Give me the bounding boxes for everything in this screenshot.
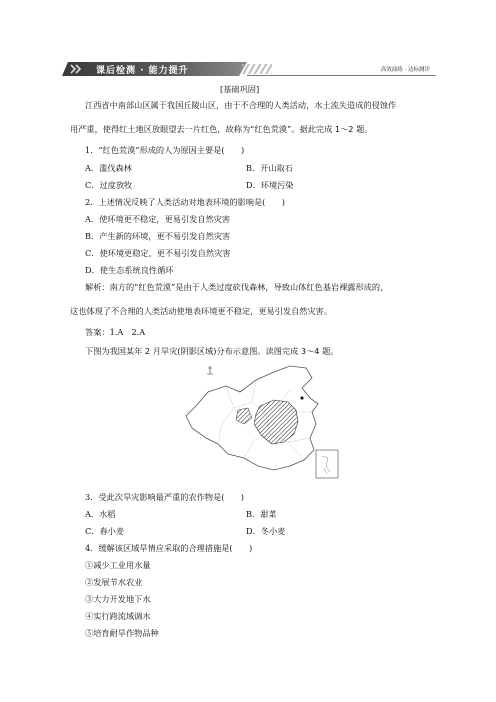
q2-option-b: B．产生新的环境，更不易引发自然灾害: [85, 231, 231, 241]
q1-option-b: B．开山取石: [246, 163, 293, 173]
q4-item-2: ②发展节水农业: [85, 577, 143, 587]
q4-item-4: ④实行跨流域调水: [85, 611, 151, 621]
intro-line-1: 江西省中南部山区属于我国丘陵山区，由于不合理的人类活动，水土流失造成的侵蚀作: [85, 100, 397, 110]
banner-underline: [247, 75, 436, 76]
q1-option-d: D．环境污染: [246, 180, 294, 190]
q2-option-a: A．使环境更不稳定，更易引发自然灾害: [85, 214, 231, 224]
q4-item-3: ③大力开发地下水: [85, 594, 151, 604]
q3-option-a: A．水稻: [85, 509, 116, 519]
q1-stem: 1．“红色荒漠”形成的人为原因主要是( ): [85, 145, 245, 155]
analysis-line-1: 解析：南方的“红色荒漠”是由于人类过度砍伐森林，导致山体红色基岩裸露形成的，: [85, 282, 389, 292]
q3-option-b: B．甜菜: [246, 509, 277, 519]
q2-option-d: D．使生态系统良性循环: [85, 265, 174, 275]
china-drought-map: [178, 362, 353, 487]
q1-option-c: C．过度放牧: [85, 180, 133, 190]
chevron-icon: [70, 64, 86, 74]
analysis-line-2: 这也体现了不合理的人类活动使地表环境更不稳定，更易引发自然灾害。: [70, 306, 333, 316]
section-heading: [基础巩固]: [220, 84, 260, 94]
q2-option-c: C．使环境更稳定，更不易引发自然灾害: [85, 248, 231, 258]
q3-option-c: C．春小麦: [85, 526, 125, 536]
q1-option-a: A．滥伐森林: [85, 163, 132, 173]
q4-item-1: ①减少工业用水量: [85, 560, 151, 570]
drought-area-west: [236, 408, 252, 424]
banner-tagline: 高效演练 · 达标测评: [380, 67, 430, 73]
q3-option-d: D．冬小麦: [246, 526, 286, 536]
section-banner: [62, 62, 436, 76]
map-intro: 下图为我国某年 2 月旱灾(阴影区域)分布示意图。读图完成 3～4 题。: [85, 346, 339, 356]
answer-line: 答案：1.A 2.A: [85, 327, 146, 337]
q4-item-5: ⑤培育耐旱作物品种: [85, 628, 159, 638]
banner-stripe: [242, 64, 272, 74]
beijing-marker: [300, 396, 303, 399]
banner-title: 课后检测 · 能力提升: [96, 66, 189, 76]
q2-stem: 2．上述情况反映了人类活动对地表环境的影响是( ): [85, 197, 285, 207]
q3-stem: 3．受此次旱灾影响最严重的农作物是( ): [85, 492, 244, 502]
north-arrow-icon: [207, 366, 213, 374]
q4-stem: 4．缓解该区域旱情应采取的合理措施是( ): [85, 543, 253, 553]
intro-line-2: 用严重，使得红土地区放眼望去一片红色，故称为“红色荒漠”。据此完成 1～2 题。: [70, 124, 373, 134]
